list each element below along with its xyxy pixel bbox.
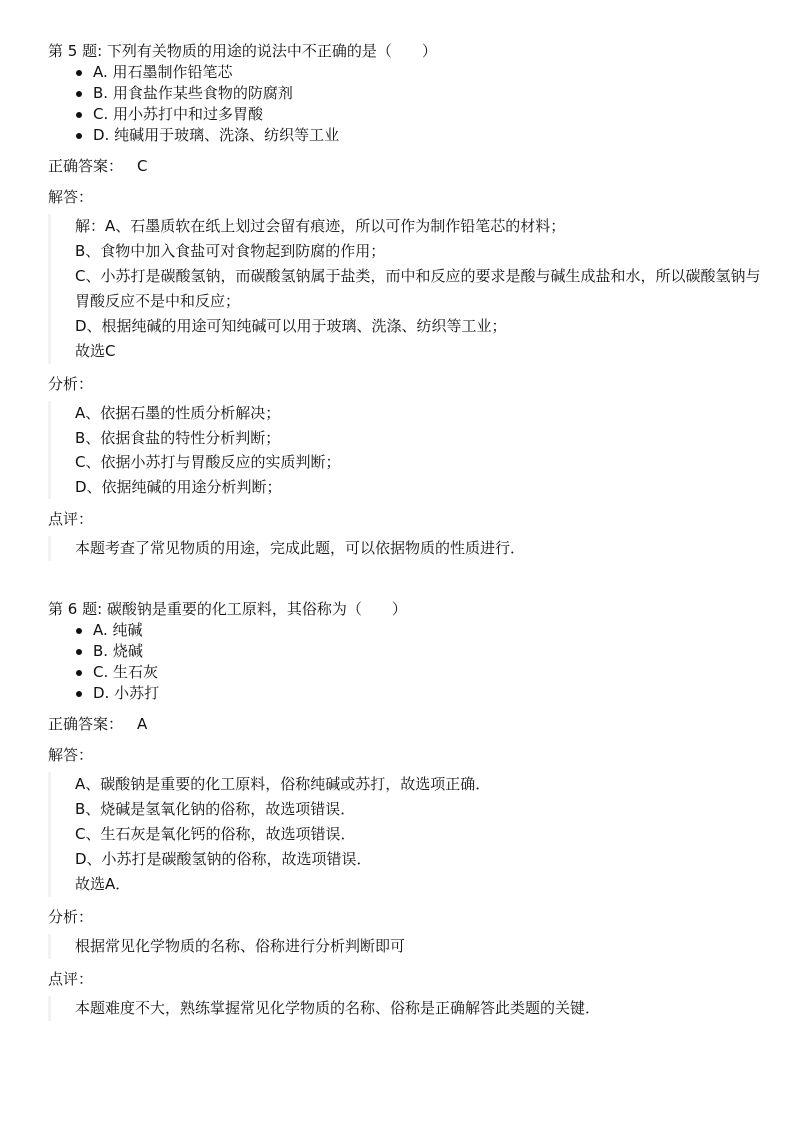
analysis-block <box>48 401 768 499</box>
option-b: B. 烧碱 <box>76 641 768 662</box>
solution-line: D、小苏打是碳酸氢钠的俗称，故选项错误． <box>75 850 372 868</box>
option-c: C. 生石灰 <box>76 662 768 683</box>
solution-block <box>48 772 768 897</box>
comment-text: 本题难度不大，熟练掌握常见化学物质的名称、俗称是正确解答此类题的关键． <box>75 998 601 1017</box>
analysis-line: C、依据小苏打与胃酸反应的实质判断； <box>75 453 341 471</box>
solution-line: A、碳酸钠是重要的化工原料，俗称纯碱或苏打，故选项正确． <box>75 775 491 793</box>
answer-row <box>48 155 768 177</box>
analysis-block <box>48 934 768 959</box>
comment-label: 点评： <box>48 969 94 988</box>
solution-block <box>48 214 768 364</box>
comment-label: 点评： <box>48 510 94 528</box>
solution-line: B、食物中加入食盐可对食物起到防腐的作用； <box>75 242 386 260</box>
question-5 <box>48 40 768 561</box>
analysis-line: A、依据石墨的性质分析解决； <box>75 404 281 422</box>
analysis-line: B、依据食盐的特性分析判断； <box>75 428 281 447</box>
solution-line: C、生石灰是氧化钙的俗称，故选项错误． <box>75 825 356 843</box>
analysis-label: 分析： <box>48 908 94 926</box>
answer-value: C <box>137 157 148 175</box>
solution-label: 解答： <box>48 746 94 764</box>
solution-line: 故选C <box>75 342 116 360</box>
solution-label: 解答： <box>48 188 94 206</box>
answer-label: 正确答案： <box>48 157 124 175</box>
option-list <box>48 62 768 146</box>
analysis-line: 根据常见化学物质的名称、俗称进行分析判断即可 <box>75 937 406 955</box>
comment-text: 本题考查了常见物质的用途，完成此题，可以依据物质的性质进行． <box>75 539 526 557</box>
answer-value: A <box>137 715 148 733</box>
solution-line: D、根据纯碱的用途可知纯碱可以用于玻璃、洗涤、纺织等工业； <box>75 317 507 335</box>
question-title: 第 6 题: 碳酸钠是重要的化工原料，其俗称为（ ） <box>48 600 407 618</box>
question-title: 第 5 题: 下列有关物质的用途的说法中不正确的是（ ） <box>48 42 437 60</box>
analysis-label: 分析： <box>48 375 94 393</box>
option-c: C. 用小苏打中和过多胃酸 <box>76 104 768 125</box>
answer-label: 正确答案： <box>48 715 124 733</box>
solution-line: C、小苏打是碳酸氢钠，而碳酸氢钠属于盐类，而中和反应的要求是酸与碱生成盐和水，所以碳酸氢钠与胃酸反应不是中和反应； <box>75 267 761 310</box>
question-6 <box>48 598 768 1021</box>
analysis-line: D、依据纯碱的用途分析判断； <box>75 477 282 496</box>
option-d: D. 小苏打 <box>76 683 768 704</box>
option-b: B. 用食盐作某些食物的防腐剂 <box>76 83 768 104</box>
option-a: A. 用石墨制作铅笔芯 <box>76 62 768 83</box>
solution-line: 解：A、石墨质软在纸上划过会留有痕迹，所以可作为制作铅笔芯的材料； <box>75 217 566 235</box>
comment-block <box>48 536 768 561</box>
solution-line: B、烧碱是氢氧化钠的俗称，故选项错误． <box>75 800 356 818</box>
option-list <box>48 620 768 704</box>
option-d: D. 纯碱用于玻璃、洗涤、纺织等工业 <box>76 125 768 146</box>
solution-line: 故选A． <box>75 875 131 893</box>
option-a: A. 纯碱 <box>76 620 768 641</box>
comment-block <box>48 996 768 1021</box>
answer-row <box>48 713 768 735</box>
